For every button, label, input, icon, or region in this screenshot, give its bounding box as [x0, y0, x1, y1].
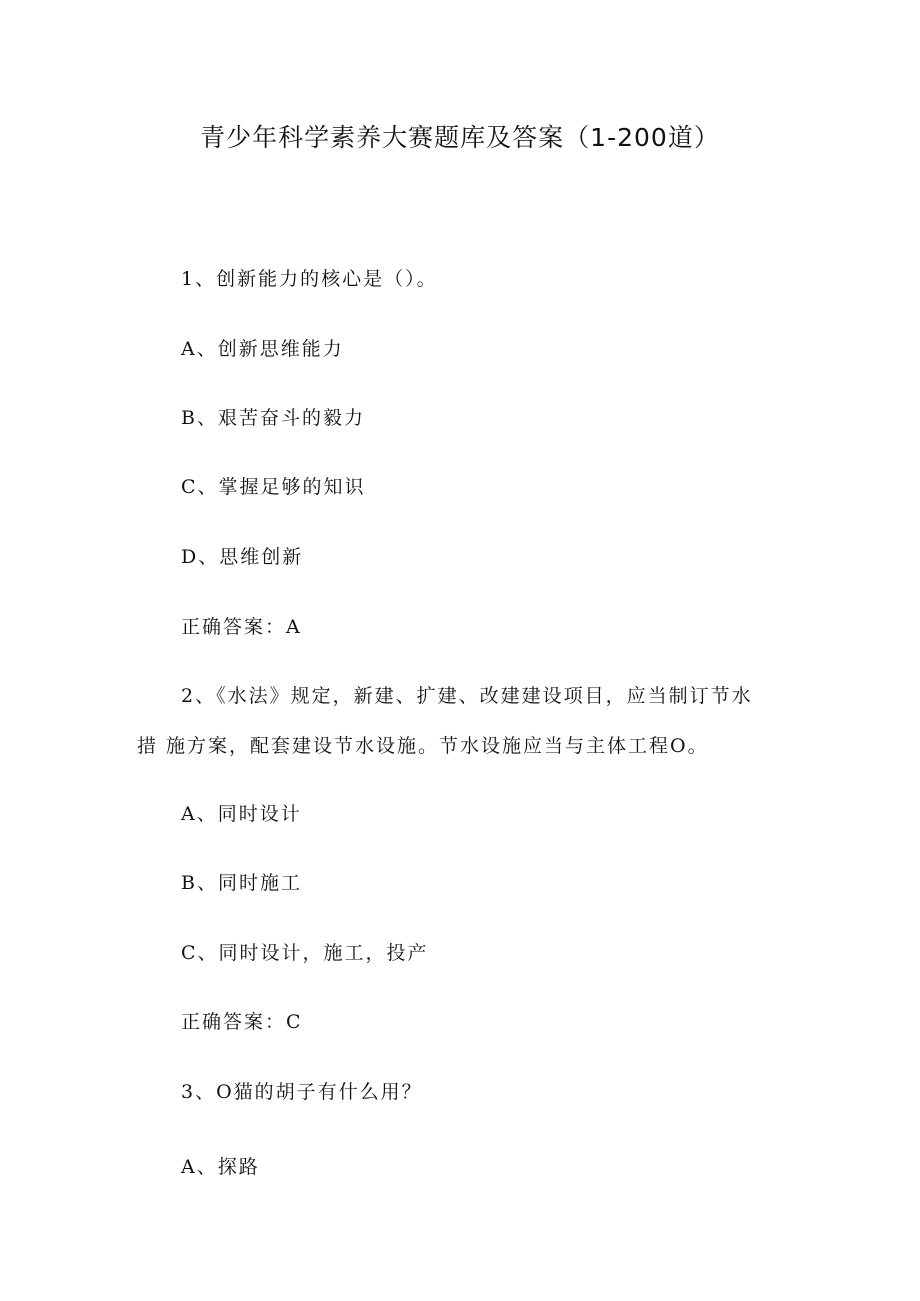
question-3-stem: 3、O猫的胡子有什么用？ — [181, 1081, 423, 1103]
question-2-answer: 正确答案：C — [181, 1011, 303, 1033]
question-1-option-a: A、创新思维能力 — [181, 338, 344, 360]
question-3-option-a: A、探路 — [181, 1156, 260, 1178]
question-2-option-c: C、同时设计，施工，投产 — [181, 942, 429, 964]
question-1-option-d: D、思维创新 — [181, 546, 304, 568]
question-1-stem: 1、创新能力的核心是（）。 — [181, 268, 438, 290]
question-1-answer: 正确答案：A — [181, 616, 302, 638]
question-1-option-c: C、掌握足够的知识 — [181, 476, 366, 498]
question-2-stem-line-2: 措 施方案，配套建设节水设施。节水设施应当与主体工程O。 — [137, 735, 709, 757]
question-2-stem-line-1: 2、《水法》规定，新建、扩建、改建建设项目，应当制订节水 — [181, 685, 753, 707]
question-1-option-b: B、艰苦奋斗的毅力 — [181, 407, 365, 429]
question-2-option-b: B、同时施工 — [181, 872, 302, 894]
question-2-option-a: A、同时设计 — [181, 803, 302, 825]
document-title: 青少年科学素养大赛题库及答案（1-200道） — [200, 123, 720, 152]
